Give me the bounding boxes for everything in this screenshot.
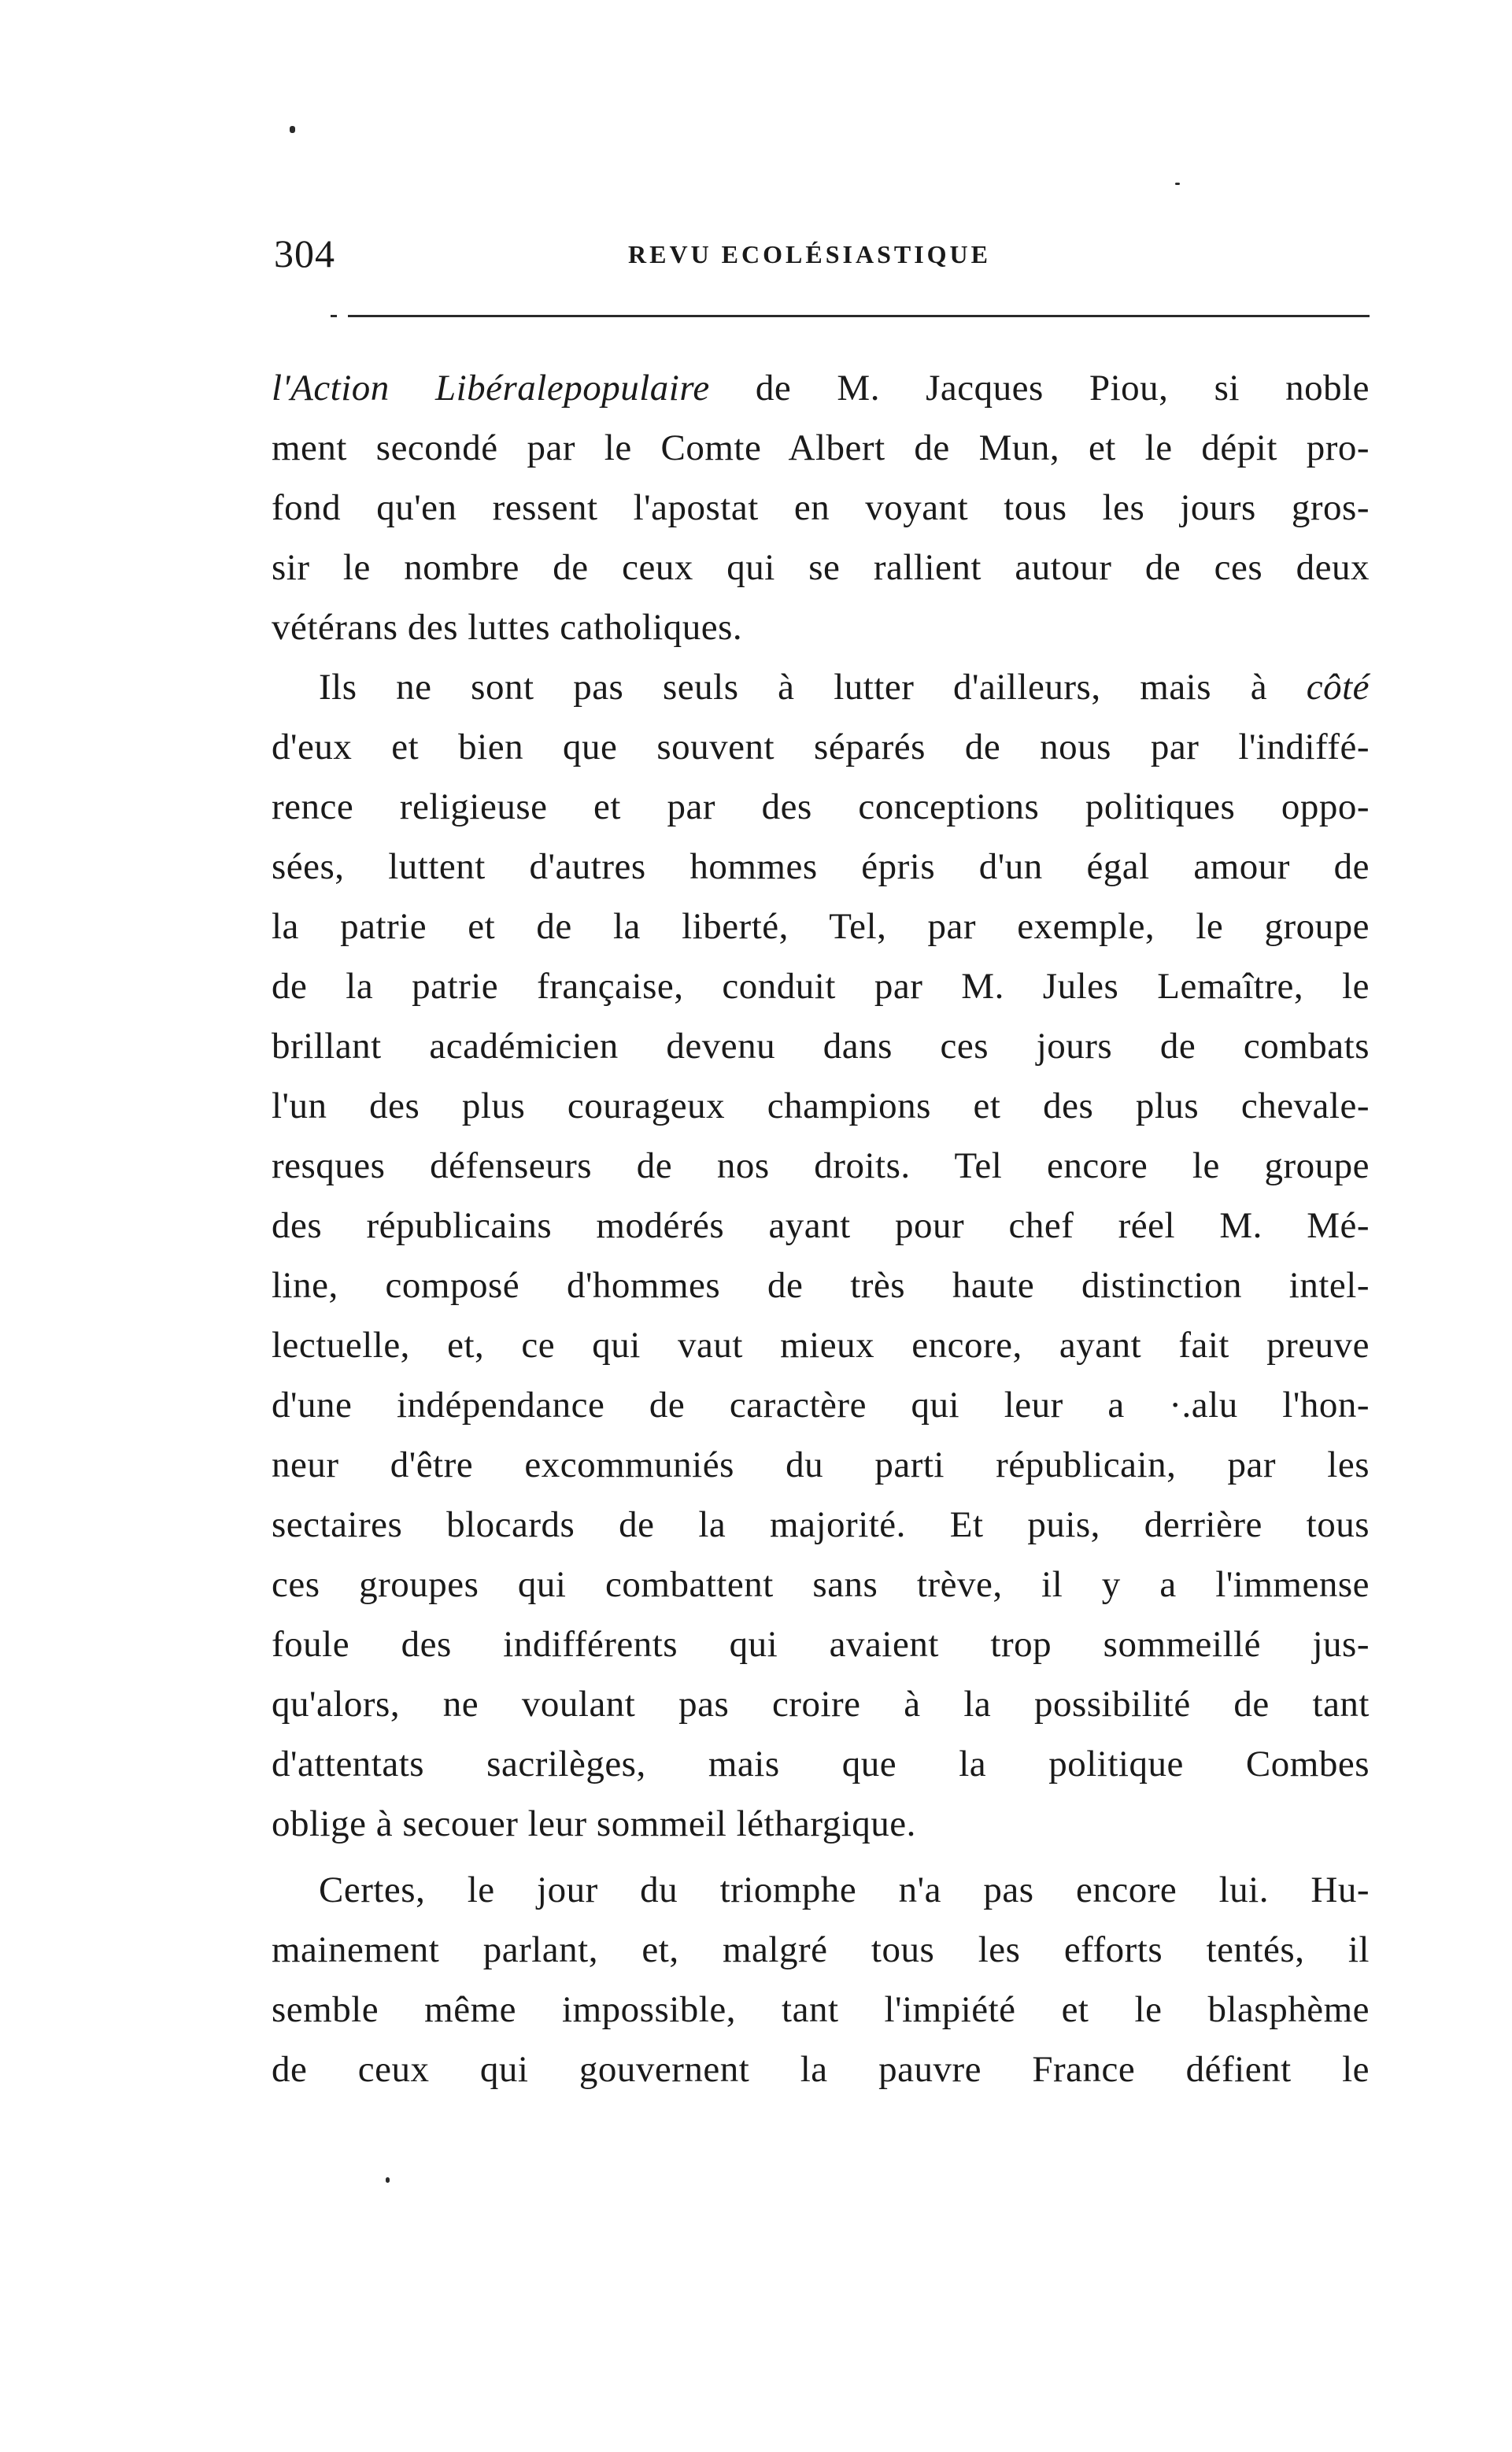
italic-text: côté [1306, 667, 1370, 708]
text-line: sir le nombre de ceux qui se rallient autour de ces deux [272, 547, 1370, 588]
text-line: qu'alors, ne voulant pas croire à la possibilité de tant [272, 1684, 1370, 1725]
header-rule [275, 315, 1370, 317]
text-line: oblige à secouer leur sommeil léthargique. [272, 1803, 916, 1844]
text-line: la patrie et de la liberté, Tel, par exemple, le groupe [272, 906, 1370, 947]
text-line: d'une indépendance de caractère qui leur a ·.alu l'hon- [272, 1385, 1370, 1426]
text-line: semble même impossible, tant l'impiété et le blasphème [272, 1989, 1370, 2030]
running-title: REVU ECOLÉSIASTIQUE [628, 240, 991, 268]
text-line: vétérans des luttes catholiques. [272, 607, 743, 648]
ink-speck [1175, 183, 1180, 185]
text-line: sectaires blocards de la majorité. Et puis, derrière tous [272, 1504, 1370, 1545]
text-line: d'eux et bien que souvent séparés de nous par l'indiffé- [272, 727, 1370, 767]
ink-speck [386, 2177, 390, 2183]
text-line: ces groupes qui combattent sans trève, il y a l'immense [272, 1564, 1370, 1605]
text-line: rence religieuse et par des conceptions politiques oppo- [272, 786, 1370, 827]
text-line: line, composé d'hommes de très haute distinction intel- [272, 1265, 1370, 1306]
text-line: sées, luttent d'autres hommes épris d'un égal amour de [272, 846, 1370, 887]
text-line: Ils ne sont pas seuls à lutter d'ailleurs, mais à côté [319, 667, 1370, 708]
text-line: foule des indifférents qui avaient trop sommeillé jus- [272, 1624, 1370, 1665]
text-line: brillant académicien devenu dans ces jours de combats [272, 1026, 1370, 1067]
text-line: de la patrie française, conduit par M. Jules Lemaître, le [272, 966, 1370, 1007]
running-head [274, 230, 1368, 277]
body-text [272, 358, 1370, 2099]
text-line: des républicains modérés ayant pour chef réel M. Mé- [272, 1205, 1370, 1246]
text-line: fond qu'en ressent l'apostat en voyant tous les jours gros- [272, 487, 1370, 528]
text-line: de ceux qui gouvernent la pauvre France défient le [272, 2049, 1370, 2090]
text-line: neur d'être excommuniés du parti républicain, par les [272, 1444, 1370, 1485]
text-line: l'un des plus courageux champions et des plus chevale- [272, 1085, 1370, 1126]
text-line: Certes, le jour du triomphe n'a pas encore lui. Hu- [319, 1870, 1370, 1910]
text-line: mainement parlant, et, malgré tous les efforts tentés, il [272, 1929, 1370, 1970]
page-number: 304 [274, 231, 335, 276]
ink-speck [290, 126, 295, 133]
text-line: ment secondé par le Comte Albert de Mun, et le dépit pro- [272, 427, 1370, 468]
text-line: lectuelle, et, ce qui vaut mieux encore, ayant fait preuve [272, 1325, 1370, 1366]
text-line: d'attentats sacrilèges, mais que la politique Combes [272, 1744, 1370, 1784]
text-line: l'Action Libéralepopulaire de M. Jacques Piou, si noble [272, 368, 1370, 409]
text-line: resques défenseurs de nos droits. Tel encore le groupe [272, 1145, 1370, 1186]
italic-text: l'Action Libéralepopulaire [272, 368, 710, 409]
